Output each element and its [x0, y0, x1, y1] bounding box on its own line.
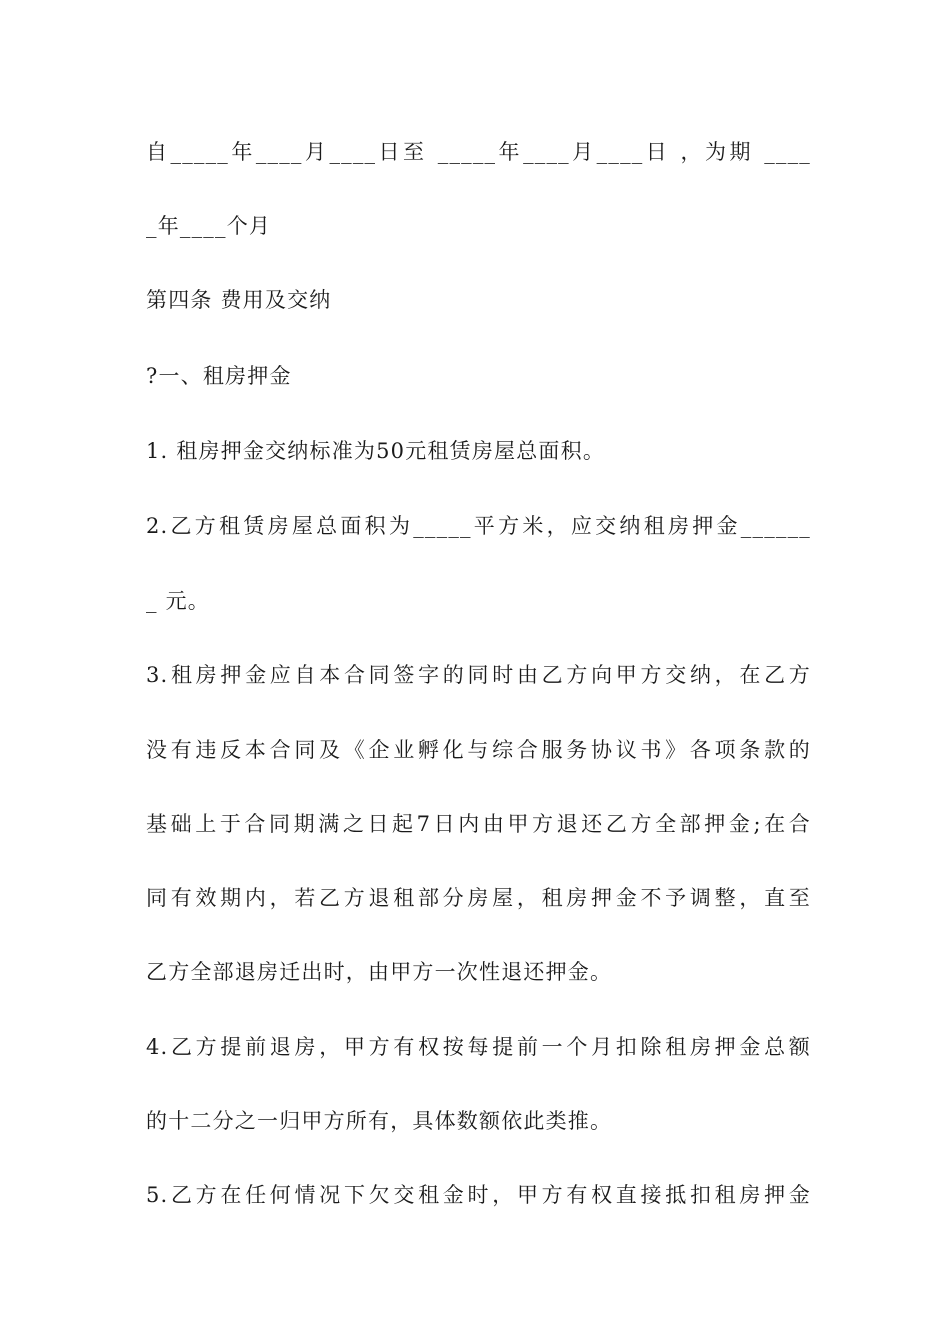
- article-heading: 第四条 费用及交纳: [146, 288, 332, 312]
- clause-4: 4.乙方提前退房，甲方有权按每提前一个月扣除租房押金总额: [146, 1035, 811, 1059]
- clause-2-continuation: _ 元。: [146, 589, 210, 613]
- clause-1: 1. 租房押金交纳标准为50元租赁房屋总面积。: [146, 439, 606, 463]
- clause-3-line-5: 乙方全部退房迁出时，由甲方一次性退还押金。: [146, 960, 613, 984]
- clause-3-line-2: 没有违反本合同及《企业孵化与综合服务协议书》各项条款的: [146, 738, 811, 762]
- clause-3: 3.租房押金应自本合同签字的同时由乙方向甲方交纳，在乙方: [146, 663, 811, 687]
- section-heading: ?一、租房押金: [146, 364, 292, 388]
- clause-5: 5.乙方在任何情况下欠交租金时，甲方有权直接抵扣租房押金: [146, 1183, 811, 1207]
- clause-3-line-4: 同有效期内，若乙方退租部分房屋，租房押金不予调整，直至: [146, 886, 811, 910]
- contract-term-continuation: _年____个月: [146, 214, 272, 238]
- clause-2: 2.乙方租赁房屋总面积为_____平方米，应交纳租房押金______: [146, 514, 811, 538]
- contract-term-line: 自_____年____月____日至 _____年____月____日 ，为期 ____: [146, 140, 811, 164]
- clause-4-continuation: 的十二分之一归甲方所有，具体数额依此类推。: [146, 1109, 613, 1133]
- clause-3-line-3: 基础上于合同期满之日起7日内由甲方退还乙方全部押金;在合: [146, 812, 811, 836]
